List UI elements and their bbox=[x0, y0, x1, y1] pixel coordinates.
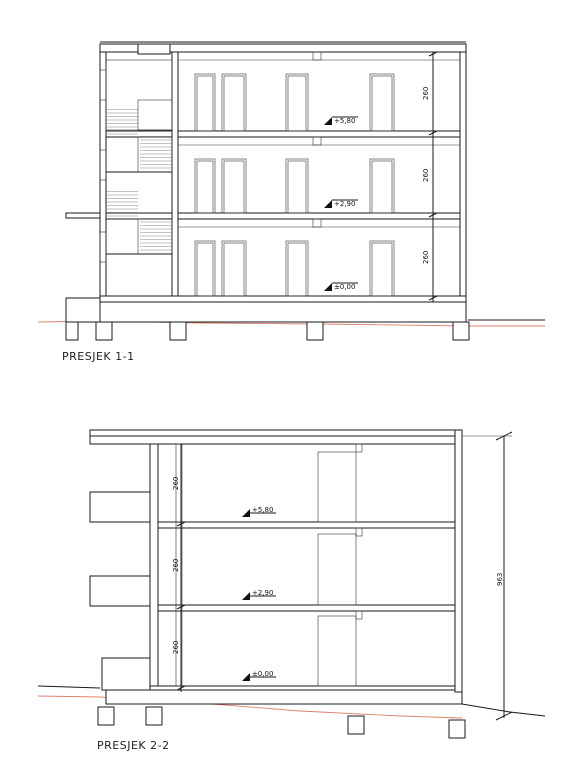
door-opening bbox=[222, 74, 246, 131]
svg-text:+2,90: +2,90 bbox=[334, 200, 356, 208]
footing bbox=[453, 322, 469, 340]
section-1-1 bbox=[38, 42, 545, 363]
door-opening bbox=[286, 241, 308, 296]
door-opening bbox=[222, 159, 246, 213]
total-height-label: 963 bbox=[496, 572, 504, 586]
section-title: PRESJEK 1-1 bbox=[62, 350, 135, 363]
door-opening bbox=[195, 241, 215, 296]
footing bbox=[449, 720, 465, 738]
footing bbox=[98, 707, 114, 725]
svg-text:+5,80: +5,80 bbox=[334, 117, 356, 125]
svg-text:±0,00: ±0,00 bbox=[252, 670, 274, 678]
floor-slab-1 bbox=[100, 213, 466, 219]
door-openings bbox=[195, 74, 394, 296]
foundation-beam bbox=[106, 690, 462, 704]
door-opening bbox=[370, 74, 394, 131]
door-opening bbox=[318, 616, 356, 686]
door-opening bbox=[195, 74, 215, 131]
right-outer-wall bbox=[460, 52, 466, 296]
door-opening bbox=[370, 159, 394, 213]
balcony bbox=[90, 576, 150, 606]
storey-height-label: 260 bbox=[422, 86, 430, 100]
footing bbox=[348, 716, 364, 734]
left-outer-wall bbox=[150, 444, 158, 686]
level-marker bbox=[324, 283, 358, 291]
door-opening bbox=[286, 159, 308, 213]
roof-stair-head bbox=[138, 44, 170, 54]
stair-core bbox=[106, 60, 172, 254]
door-opening bbox=[222, 241, 246, 296]
ground-slab bbox=[100, 296, 466, 302]
footing bbox=[66, 322, 78, 340]
roof-slab bbox=[90, 430, 462, 444]
svg-text:+2,90: +2,90 bbox=[252, 589, 274, 597]
door-opening bbox=[318, 452, 356, 522]
level-marker bbox=[324, 117, 358, 125]
floor-slab-2 bbox=[100, 131, 466, 137]
level-marker bbox=[242, 589, 276, 600]
footing bbox=[307, 322, 323, 340]
door-opening bbox=[318, 534, 356, 605]
door-opening bbox=[370, 241, 394, 296]
left-outer-wall bbox=[100, 52, 106, 296]
footing bbox=[96, 322, 112, 340]
footing bbox=[146, 707, 162, 725]
storey-height-label: 260 bbox=[422, 168, 430, 182]
storey-height-label: 260 bbox=[172, 558, 180, 572]
level-marker bbox=[242, 506, 276, 517]
level-marker bbox=[324, 200, 358, 208]
door-opening bbox=[286, 74, 308, 131]
svg-text:+5,80: +5,80 bbox=[252, 506, 274, 514]
storey-height-label: 260 bbox=[422, 250, 430, 264]
section-2-2 bbox=[38, 430, 545, 752]
storey-height-label: 260 bbox=[172, 476, 180, 490]
entrance-step bbox=[66, 298, 100, 322]
foundation-beam bbox=[100, 302, 466, 322]
section-title: PRESJEK 2-2 bbox=[97, 739, 170, 752]
entrance-porch bbox=[102, 658, 150, 690]
stair-wall bbox=[172, 52, 178, 296]
terrain-left bbox=[38, 686, 100, 688]
storey-height-label: 260 bbox=[172, 640, 180, 654]
footing bbox=[170, 322, 186, 340]
balcony bbox=[90, 492, 150, 522]
right-outer-wall bbox=[455, 430, 462, 692]
svg-text:±0,00: ±0,00 bbox=[334, 283, 356, 291]
door-opening bbox=[195, 159, 215, 213]
floor-slab-2 bbox=[150, 522, 462, 528]
floor-slab-1 bbox=[150, 605, 462, 611]
level-marker bbox=[242, 670, 276, 681]
